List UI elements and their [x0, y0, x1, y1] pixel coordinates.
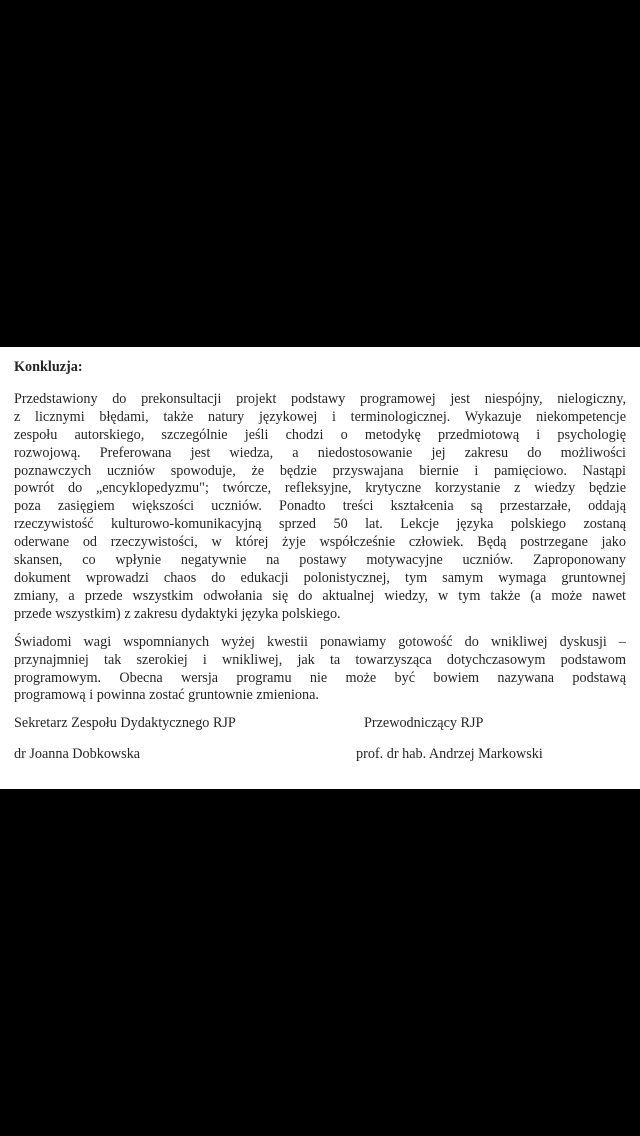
paragraph-line: dokument wprowadzi chaos do edukacji polonistycznej, tym samym wymaga gruntownej: [14, 569, 626, 586]
paragraph-line: skansen, co wpłynie negatywnie na postawy motywacyjne uczniów. Zaproponowany: [14, 552, 626, 569]
secretary-title: Sekretarz Zespołu Dydaktycznego RJP: [14, 715, 236, 732]
paragraph-line: poznawczych uczniów spowoduje, że będzie przyswajana biernie i pamięciowo. Nastąpi: [14, 462, 626, 479]
paragraph-line: zespołu autorskiego, szczególnie jeśli chodzi o metodykę przedmiotową i psychologię: [14, 426, 626, 443]
paragraph-line: powrót do „encyklopedyzmu"; twórcze, refleksyjne, krytyczne korzystanie z wiedzy będzie: [14, 480, 626, 497]
paragraph-line: oderwane od rzeczywistości, w której żyje współcześnie człowiek. Będą postrzegane jako: [14, 534, 626, 551]
paragraph-line: zmiany, a przede wszystkim odwołania się do aktualnej wiedzy, w tym także (a może nawet: [14, 587, 626, 604]
paragraph-line: z licznymi błędami, także natury językowej i terminologicznej. Wykazuje niekompetencje: [14, 408, 626, 425]
chairman-name: prof. dr hab. Andrzej Markowski: [356, 746, 543, 763]
secretary-name: dr Joanna Dobkowska: [14, 746, 141, 763]
chairman-title: Przewodniczący RJP: [364, 715, 484, 732]
signature-chairman: [356, 715, 543, 764]
paragraph-closing: [14, 634, 626, 706]
paragraph-line: programowym. Obecna wersja programu nie może być bowiem nazywana podstawą: [14, 669, 626, 686]
paragraph-line: przynajmniej tak szerokiej i wnikliwej, jak ta towarzysząca dotychczasowym podstawom: [14, 651, 626, 668]
paragraph-line: rzeczywistość kulturowo-komunikacyjną sprzed 50 lat. Lekcje języka polskiego zostaną: [14, 516, 626, 533]
paragraph-line: poza zasięgiem większości uczniów. Ponadto treści kształcenia są przestarzałe, oddają: [14, 498, 626, 515]
signature-secretary: [14, 715, 364, 764]
paragraph-line: programową i powinna zostać gruntownie zmieniona.: [14, 687, 319, 704]
paragraph-line: rozwojową. Preferowana jest wiedza, a niedostosowanie jej zakresu do możliwości: [14, 444, 626, 461]
paragraph-line: Przedstawiony do prekonsultacji projekt podstawy programowej jest niespójny, nielogiczny,: [14, 390, 626, 407]
conclusion-heading: Konkluzja:: [14, 359, 83, 375]
paragraph-line: Świadomi wagi wspomnianych wyżej kwestii ponawiamy gotowość do wnikliwej dyskusji –: [14, 633, 626, 650]
paragraph-conclusion: [14, 391, 626, 624]
document-page: [0, 347, 640, 789]
paragraph-line: przede wszystkim) z zakresu dydaktyki języka polskiego.: [14, 605, 341, 622]
signatures: [14, 715, 626, 764]
